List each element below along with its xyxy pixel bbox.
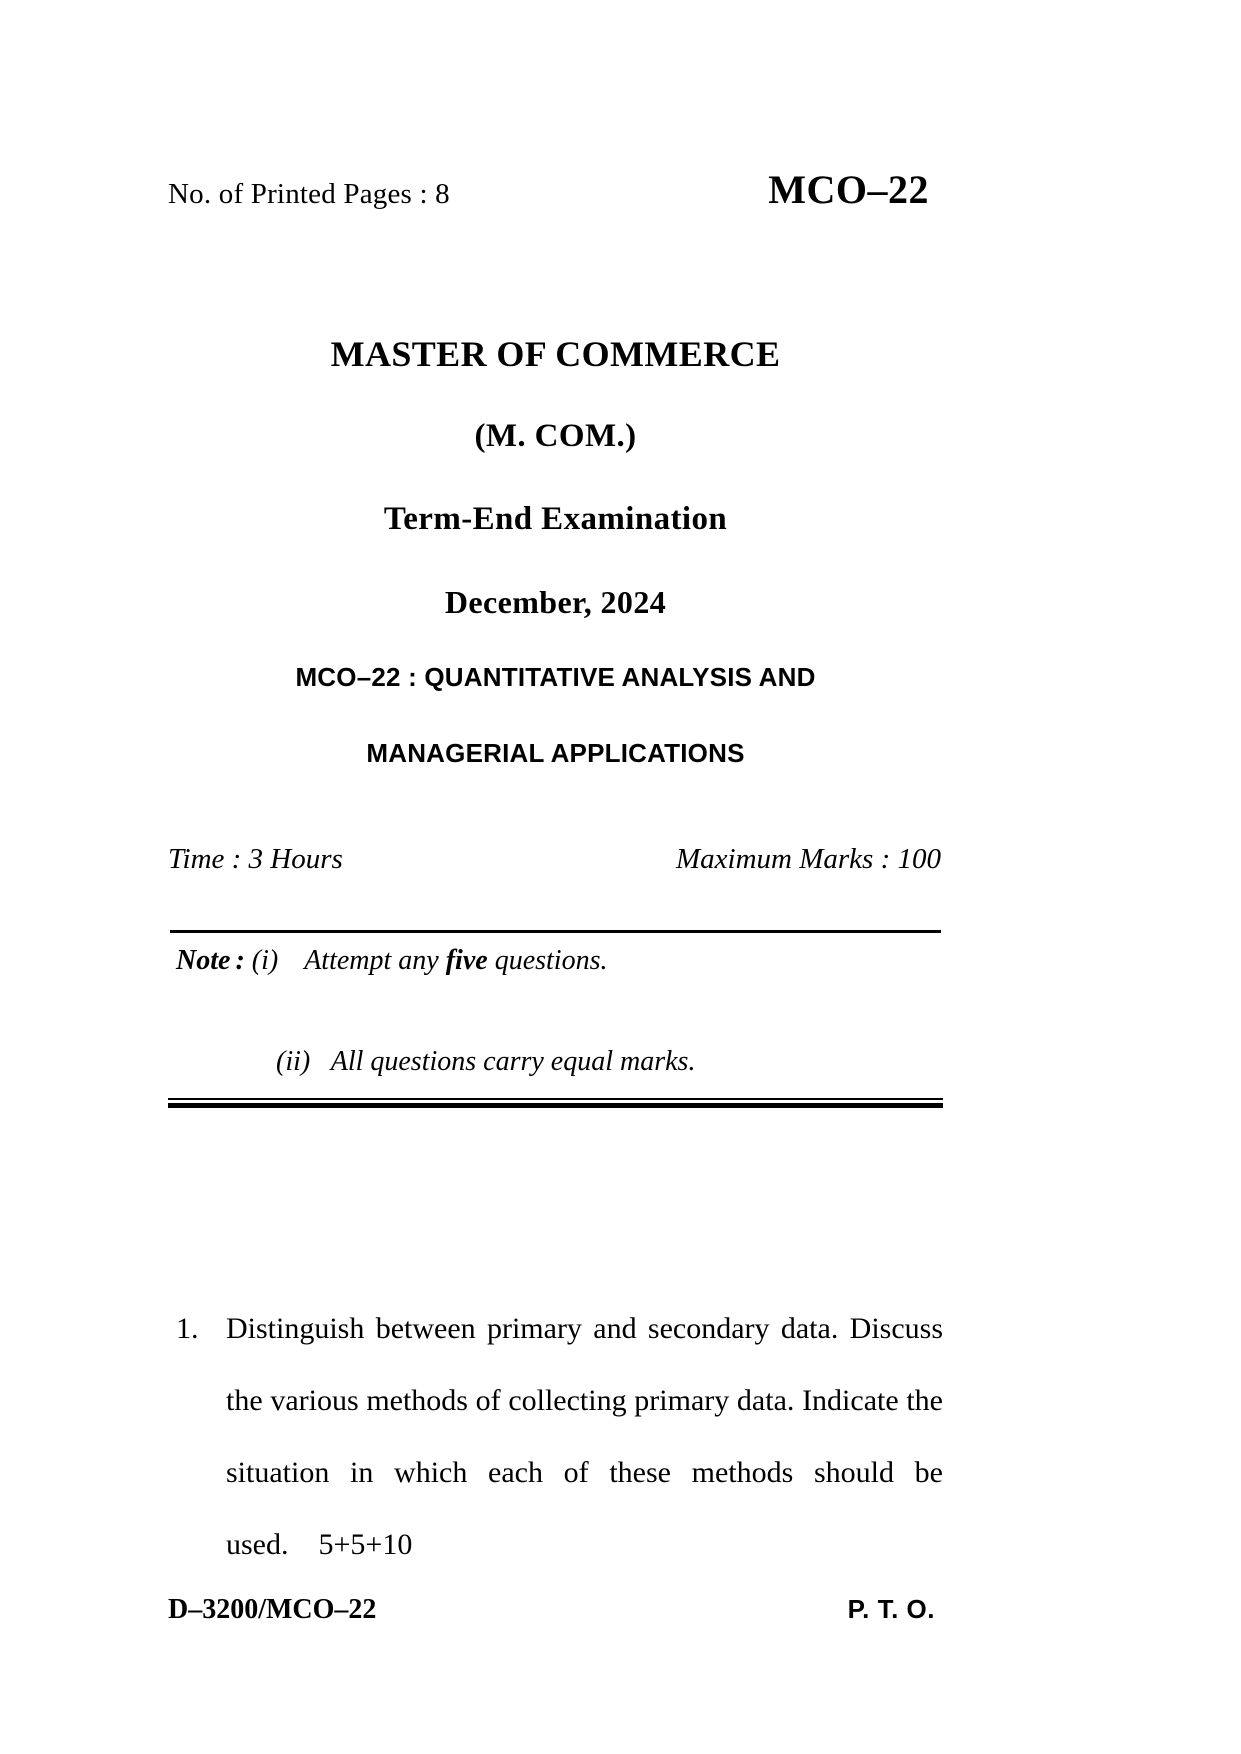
notes-divider-rule	[168, 1098, 943, 1108]
paper-reference: D–3200/MCO–22	[168, 1594, 377, 1625]
note-item-1-text-after: questions.	[487, 945, 608, 976]
header-divider-rule	[170, 930, 941, 933]
note-item-2	[168, 977, 943, 1078]
question-list	[168, 1293, 943, 1581]
note-block	[168, 945, 943, 1078]
page-turn-over-label: P. T. O.	[847, 1594, 935, 1624]
note-item-1-text	[304, 945, 607, 977]
exam-duration: Time : 3 Hours	[168, 843, 343, 875]
subject-title-line-1: MCO–22 : QUANTITATIVE ANALYSIS AND	[295, 662, 816, 692]
programme-short-title: (M. COM.)	[474, 418, 637, 454]
page-footer	[168, 1594, 943, 1626]
note-item-1-text-emphasis: five	[445, 945, 488, 976]
printed-pages-label: No. of Printed Pages : 8	[168, 178, 450, 210]
title-block	[168, 336, 943, 766]
exam-info-row	[168, 843, 943, 876]
note-colon: :	[235, 945, 245, 976]
programme-title: MASTER OF COMMERCE	[330, 334, 781, 374]
exam-maximum-marks: Maximum Marks : 100	[676, 843, 941, 875]
question-marks	[289, 1528, 413, 1561]
notes-divider-thick-line	[168, 1103, 943, 1108]
subject-title-line-2: MANAGERIAL APPLICATIONS	[366, 738, 745, 768]
page-header	[168, 166, 943, 213]
examination-type: Term-End Examination	[383, 501, 728, 537]
note-item-1-text-before: Attempt any	[304, 945, 446, 976]
note-item-2-number: (ii)	[276, 1046, 311, 1077]
note-label: Note	[176, 945, 231, 976]
question-number: 1.	[176, 1312, 199, 1345]
note-item-1-number: (i)	[251, 945, 279, 976]
note-item-1	[168, 945, 943, 977]
question-text: Distinguish between primary and secondary data. Discuss the various methods of collecting primary data. Indicate the situation in which each of these methods should be used.	[226, 1312, 943, 1561]
examination-session: December, 2024	[444, 584, 667, 620]
question-item	[168, 1293, 943, 1581]
course-code-label: MCO–22	[768, 167, 929, 212]
question-marks-value: 5+5+10	[318, 1528, 413, 1561]
note-item-2-text: All questions carry equal marks.	[330, 1046, 696, 1077]
question-body	[226, 1293, 943, 1581]
